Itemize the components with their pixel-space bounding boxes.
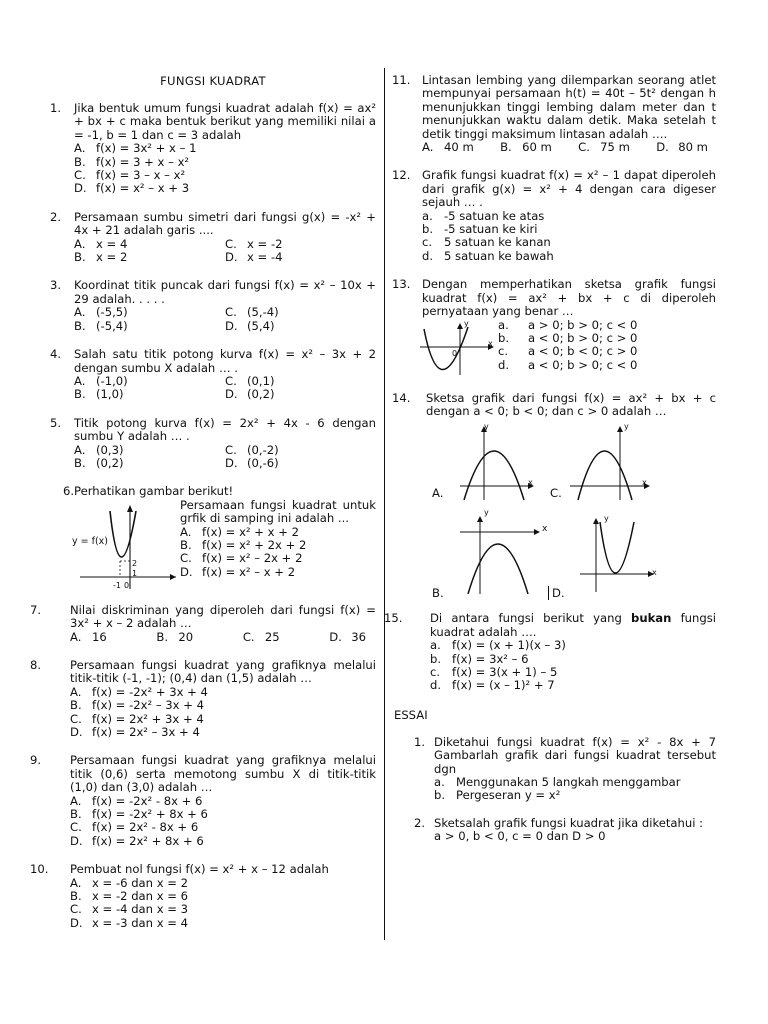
option-letter: C.	[70, 902, 82, 917]
option-text: f(x) = (x + 1)(x – 3)	[452, 638, 566, 653]
option-letter: A.	[70, 684, 82, 699]
option-text: (5,-4)	[247, 305, 279, 320]
option-letter: B.	[74, 250, 86, 265]
question-number: 3.	[50, 278, 62, 293]
option[interactable]	[74, 320, 225, 333]
question-text: Koordinat titik puncak dari fungsi f(x) = x² – 10x + 29 adalah. . . . .	[74, 278, 376, 306]
option-text: a < 0; b > 0; c > 0	[528, 330, 638, 345]
axis-label-y: y	[464, 318, 469, 328]
sketch-option-d[interactable]	[578, 514, 658, 594]
question-5	[50, 417, 376, 471]
option[interactable]	[422, 210, 716, 223]
option-text: 5 satuan ke kanan	[444, 235, 551, 250]
option-text: f(x) = 2x² + 3x + 4	[92, 711, 204, 726]
option[interactable]	[74, 251, 225, 264]
option[interactable]	[225, 320, 376, 333]
option[interactable]	[180, 526, 376, 539]
question-number: 12.	[392, 168, 411, 183]
option-letter: C.	[225, 373, 237, 388]
axis-label-x: x	[528, 478, 533, 488]
option[interactable]	[70, 821, 376, 834]
essay-item-2	[414, 817, 716, 844]
option-text: a > 0; b > 0; c < 0	[528, 317, 638, 332]
option-text: f(x) = 3x² + x – 1	[96, 141, 197, 156]
option-text: a < 0; b < 0; c > 0	[528, 344, 638, 359]
option-text: f(x) = -2x² + 8x + 6	[92, 807, 208, 822]
question-3	[50, 279, 376, 333]
question-text: Salah satu titik potong kurva f(x) = x² – 3x + 2 dengan sumbu X adalah … .	[74, 347, 376, 375]
option-letter: B.	[180, 537, 192, 552]
option[interactable]	[70, 903, 376, 916]
question-number: 5.	[50, 415, 62, 430]
option[interactable]	[70, 917, 376, 930]
option-text: -5 satuan ke atas	[444, 208, 545, 223]
tick-label: 1	[132, 568, 138, 578]
option[interactable]	[70, 795, 376, 808]
question-number: 11.	[392, 73, 411, 87]
option-text: (-5,4)	[96, 318, 128, 333]
option-text: 75 m	[600, 140, 630, 155]
option-letter: A.	[74, 141, 86, 156]
axis-label-y: y	[484, 422, 489, 432]
option-text: (1,0)	[96, 387, 124, 402]
option-text: -5 satuan ke kiri	[444, 222, 538, 237]
option[interactable]	[74, 444, 225, 457]
question-text: Grafik fungsi kuadrat f(x) = x² – 1 dapat diperoleh dari grafik g(x) = x² + 4 dengan cara digeser sejauh … .	[422, 168, 716, 210]
origin-label: 0	[452, 348, 458, 358]
subitem-text: Menggunakan 5 langkah menggambar	[456, 774, 681, 789]
option[interactable]	[225, 457, 376, 470]
axis-label-x: x	[488, 338, 493, 348]
option-text: (5,4)	[247, 318, 275, 333]
option[interactable]	[422, 250, 716, 263]
question-1	[50, 102, 376, 196]
option-letter: B.	[70, 807, 82, 822]
option-letter: A.	[422, 140, 434, 155]
option-letter: a.	[430, 638, 441, 653]
option-text: f(x) = (x – 1)² + 7	[452, 678, 555, 693]
option[interactable]	[180, 552, 376, 565]
option-letter: b.	[498, 330, 510, 345]
question-text: Persamaan fungsi kuadrat yang grafiknya melalui titik (0,6) serta memotong sumbu X di titik-titik (1,0) dan (3,0) adalah …	[70, 753, 376, 795]
option-letter: B.	[70, 698, 82, 713]
question-text: Perhatikan gambar berikut!	[74, 484, 234, 499]
option[interactable]	[656, 141, 708, 154]
option-letter: D.	[225, 455, 238, 470]
option-letter: A.	[74, 236, 86, 251]
text-cursor	[548, 586, 549, 600]
question-text: Persamaan fungsi kuadrat yang grafiknya melalui titik-titik (-1, -1); (0,4) dan (1,5) adalah …	[70, 657, 376, 686]
sketch-label: B.	[432, 586, 444, 601]
option-text: 25	[264, 629, 280, 644]
question-number: 4.	[50, 347, 62, 362]
question-text	[430, 612, 716, 639]
option-text: 36	[351, 629, 366, 644]
option[interactable]	[225, 375, 376, 388]
option-text: (0,2)	[247, 387, 275, 402]
option-letter: B.	[70, 889, 82, 904]
question-text: Lintasan lembing yang dilemparkan seorang atlet mempunyai persamaan h(t) = 40t – 5t² dengan h menunjukkan tinggi lembing dalam meter dan t menunjukkan waktu dalam detik. Maka setelah t detik tinggi maksimum lintasan adalah ….	[422, 73, 716, 141]
option-letter: A.	[180, 524, 192, 539]
option-letter: B.	[500, 140, 512, 155]
option[interactable]	[70, 726, 376, 739]
option[interactable]	[70, 835, 376, 848]
option[interactable]	[430, 679, 716, 692]
question-text: Jika bentuk umum fungsi kuadrat adalah f(x) = ax² + bx + c maka bentuk berikut yang memiliki nilai a = -1, b = 1 dan c = 3 adalah	[74, 101, 376, 142]
question-6	[50, 485, 376, 590]
option-text: f(x) = x² – x + 3	[96, 181, 190, 196]
option[interactable]	[74, 182, 376, 195]
question-number: 10.	[30, 862, 49, 877]
option[interactable]	[74, 375, 225, 388]
sketch-label: D.	[552, 586, 565, 601]
option-letter: D.	[70, 725, 83, 739]
question-2	[50, 211, 376, 265]
option-text: 40 m	[444, 140, 474, 155]
column-divider	[384, 68, 385, 940]
subitem-letter: b.	[434, 788, 446, 803]
question-7	[30, 602, 376, 644]
option-letter: a.	[498, 317, 509, 332]
option-text: f(x) = x² – 2x + 2	[202, 551, 303, 566]
question-text-before: Di antara fungsi berikut yang	[430, 611, 632, 626]
option-text: 16	[92, 629, 107, 644]
option[interactable]	[180, 566, 376, 579]
option[interactable]	[70, 686, 376, 699]
option[interactable]	[225, 306, 376, 319]
question-14	[392, 392, 716, 419]
option[interactable]	[70, 890, 376, 903]
option[interactable]	[243, 631, 280, 644]
essay-text: Diketahui fungsi kuadrat f(x) = x² - 8x + 7 Gambarlah grafik dari fungsi kuadrat tersebut dgn	[434, 734, 716, 776]
option-letter: c.	[498, 344, 509, 359]
option-text: 80 m	[678, 140, 708, 155]
question-10	[30, 862, 376, 930]
option-letter: C.	[578, 140, 590, 155]
option-letter: A.	[74, 442, 86, 457]
question-9	[30, 753, 376, 848]
option-text: f(x) = -2x² - 8x + 6	[92, 793, 203, 808]
question-number: 13.	[392, 277, 411, 292]
option-text: f(x) = -2x² + 3x + 4	[92, 684, 208, 699]
option-letter: D.	[329, 629, 342, 644]
question-12	[392, 169, 716, 263]
axis-label-x: x	[652, 568, 657, 578]
option-text: f(x) = 3 + x – x²	[96, 154, 190, 169]
question-text: Pembuat nol fungsi f(x) = x² + x – 12 adalah	[70, 862, 329, 877]
option-text: 5 satuan ke bawah	[444, 248, 554, 263]
question-text: Titik potong kurva f(x) = 2x² + 4x - 6 dengan sumbu Y adalah … .	[74, 415, 376, 444]
option-text: f(x) = 3(x + 1) – 5	[452, 664, 558, 679]
question-text: Persamaan sumbu simetri dari fungsi g(x) = -x² + 4x + 21 adalah garis ....	[74, 209, 376, 238]
option-letter: C.	[225, 442, 237, 457]
option-text: (-5,5)	[96, 305, 128, 320]
axis-label-y: y	[604, 514, 609, 524]
axis-label-y: y	[484, 508, 489, 518]
option[interactable]	[74, 457, 225, 470]
option-text: (0,1)	[247, 373, 275, 388]
question-number: 14.	[392, 390, 411, 405]
option-letter: A.	[70, 793, 82, 808]
sketch-label: A.	[432, 486, 444, 501]
question-4	[50, 348, 376, 402]
option[interactable]	[578, 141, 630, 154]
option[interactable]	[74, 169, 376, 182]
question-number: 7.	[30, 602, 42, 617]
axis-label-x: x	[642, 478, 647, 488]
option-text: x = -3 dan x = 4	[92, 915, 189, 930]
essay-number: 1.	[414, 734, 426, 749]
option-text: (0,-2)	[247, 442, 279, 457]
option-letter: a.	[422, 208, 433, 223]
sketch-option-c[interactable]	[568, 422, 654, 502]
option[interactable]	[225, 238, 376, 251]
option-letter: d.	[422, 248, 434, 263]
option[interactable]	[225, 251, 376, 264]
essay-number: 2.	[414, 815, 426, 830]
question-number: 8.	[30, 657, 42, 672]
option-letter: C.	[225, 305, 237, 320]
option-letter: C.	[225, 236, 237, 251]
essay-text: Sketsalah grafik fungsi kuadrat jika diketahui :	[434, 815, 704, 830]
tick-label: -1	[113, 580, 121, 590]
option-letter: A.	[74, 373, 86, 388]
curve-label: y = f(x)	[72, 535, 109, 547]
tick-label: 2	[132, 558, 138, 568]
option[interactable]	[74, 388, 225, 401]
option-letter: c.	[422, 235, 433, 250]
option-letter: B.	[74, 455, 86, 470]
option-text: (0,-6)	[247, 455, 279, 470]
option[interactable]	[498, 332, 716, 345]
option[interactable]	[498, 345, 716, 358]
option-text: 20	[178, 629, 194, 644]
page-title: FUNGSI KUADRAT	[160, 74, 266, 88]
option[interactable]	[500, 141, 552, 154]
option-letter: d.	[430, 678, 442, 693]
option-text: f(x) = 2x² - 8x + 6	[92, 820, 199, 835]
question-15	[384, 612, 716, 692]
subitem-letter: a.	[434, 774, 445, 789]
option-letter: b.	[422, 222, 434, 237]
question-number: 15.	[384, 611, 403, 626]
option-text: f(x) = x² – x + 2	[202, 564, 296, 579]
option-text: f(x) = 3 – x – x²	[96, 168, 186, 183]
question-8	[30, 657, 376, 739]
question-11	[392, 74, 716, 154]
question-text-after: fungsi kuadrat adalah ….	[430, 611, 716, 639]
essay-subitem	[434, 789, 716, 802]
question-text: Dengan memperhatikan sketsa grafik fungsi kuadrat f(x) = ax² + bx + c di diperoleh pernyataan yang benar …	[422, 277, 716, 319]
option[interactable]	[430, 639, 716, 652]
option-letter: A.	[74, 305, 86, 320]
option-letter: B.	[74, 318, 86, 333]
option-letter: C.	[70, 711, 82, 726]
option-text: x = 4	[96, 236, 128, 251]
option[interactable]	[70, 713, 376, 726]
right-column	[384, 73, 716, 858]
option[interactable]	[422, 223, 716, 236]
option[interactable]	[422, 236, 716, 249]
option[interactable]	[156, 631, 193, 644]
sketch-options	[392, 422, 716, 612]
option-letter: C.	[70, 820, 82, 835]
option-letter: D.	[225, 387, 238, 402]
essay-subitem	[434, 776, 716, 789]
axis-label-x: x	[542, 524, 548, 535]
option-letter: d.	[498, 357, 510, 372]
essay-condition: a > 0, b < 0, c = 0 dan D > 0	[434, 829, 606, 844]
option-letter: c.	[430, 664, 441, 679]
question-13	[392, 278, 716, 376]
option-letter: D.	[225, 250, 238, 265]
option-letter: D.	[70, 833, 83, 848]
option-letter: D.	[656, 140, 669, 155]
option-text: f(x) = 3x² – 6	[452, 651, 529, 666]
option[interactable]	[70, 699, 376, 712]
option-letter: B.	[156, 629, 169, 644]
sketch-label: C.	[550, 486, 562, 501]
option-letter: b.	[430, 651, 442, 666]
option-text: 60 m	[522, 140, 552, 155]
question-text: Nilai diskriminan yang diperoleh dari fungsi f(x) = 3x² + x – 2 adalah …	[70, 602, 376, 631]
option-letter: B.	[74, 387, 86, 402]
question-side-text: Persamaan fungsi kuadrat untuk grfik di samping ini adalah ...	[180, 497, 376, 526]
option[interactable]	[70, 877, 376, 890]
sketch-option-a[interactable]	[458, 422, 540, 502]
option-text: x = -6 dan x = 2	[92, 875, 189, 890]
option[interactable]	[422, 141, 474, 154]
option[interactable]	[430, 653, 716, 666]
option-text: x = -2 dan x = 6	[92, 889, 189, 904]
question-text-bold: bukan	[631, 611, 672, 626]
option-letter: A.	[70, 875, 82, 890]
option-letter: C.	[180, 551, 192, 566]
sketch-option-b[interactable]	[458, 514, 548, 594]
question-number: 6.	[62, 484, 74, 499]
option[interactable]	[74, 238, 225, 251]
option[interactable]	[70, 631, 107, 644]
option-letter: B.	[74, 154, 86, 169]
left-column	[30, 70, 376, 945]
axis-label-y: y	[624, 422, 629, 432]
essay-heading: ESSAI	[394, 707, 428, 722]
option[interactable]	[329, 631, 366, 644]
option[interactable]	[225, 388, 376, 401]
option-letter: D.	[225, 318, 238, 333]
option-letter: D.	[180, 564, 193, 579]
option-letter: C.	[74, 168, 86, 183]
option-text: (0,2)	[96, 455, 124, 470]
option-text: a < 0; b > 0; c < 0	[528, 357, 638, 372]
subitem-text: Pergeseran y = x²	[456, 788, 561, 803]
option[interactable]	[180, 539, 376, 552]
option-text: f(x) = x² + x + 2	[202, 524, 299, 539]
option-text: (0,3)	[96, 442, 124, 457]
option-letter: D.	[74, 181, 87, 196]
tick-label: 0	[124, 580, 130, 590]
option[interactable]	[74, 156, 376, 169]
option[interactable]	[430, 666, 716, 679]
option-text: f(x) = 2x² + 8x + 6	[92, 833, 204, 848]
question-number: 1.	[50, 101, 62, 115]
option-text: x = 2	[96, 250, 128, 265]
option-text: f(x) = 2x² – 3x + 4	[92, 725, 200, 739]
option[interactable]	[498, 319, 716, 332]
option[interactable]	[70, 808, 376, 821]
option-text: f(x) = x² + 2x + 2	[202, 537, 307, 552]
option[interactable]	[74, 142, 376, 155]
option-letter: C.	[242, 629, 255, 644]
option-text: x = -4 dan x = 3	[92, 902, 189, 917]
question-text: Sketsa grafik dari fungsi f(x) = ax² + bx + c dengan a < 0; b < 0; dan c > 0 adalah …	[426, 390, 716, 418]
option[interactable]	[74, 306, 225, 319]
option[interactable]	[225, 444, 376, 457]
option-text: (-1,0)	[96, 373, 128, 388]
option-text: x = -4	[247, 250, 283, 265]
question-number: 9.	[30, 753, 42, 768]
option-letter: D.	[70, 915, 83, 930]
option-letter: A.	[70, 629, 82, 644]
option[interactable]	[498, 359, 716, 372]
option-text: f(x) = -2x² – 3x + 4	[92, 698, 205, 713]
essay-item-1	[414, 736, 716, 803]
option-text: x = -2	[247, 236, 283, 251]
question-number: 2.	[50, 209, 62, 224]
